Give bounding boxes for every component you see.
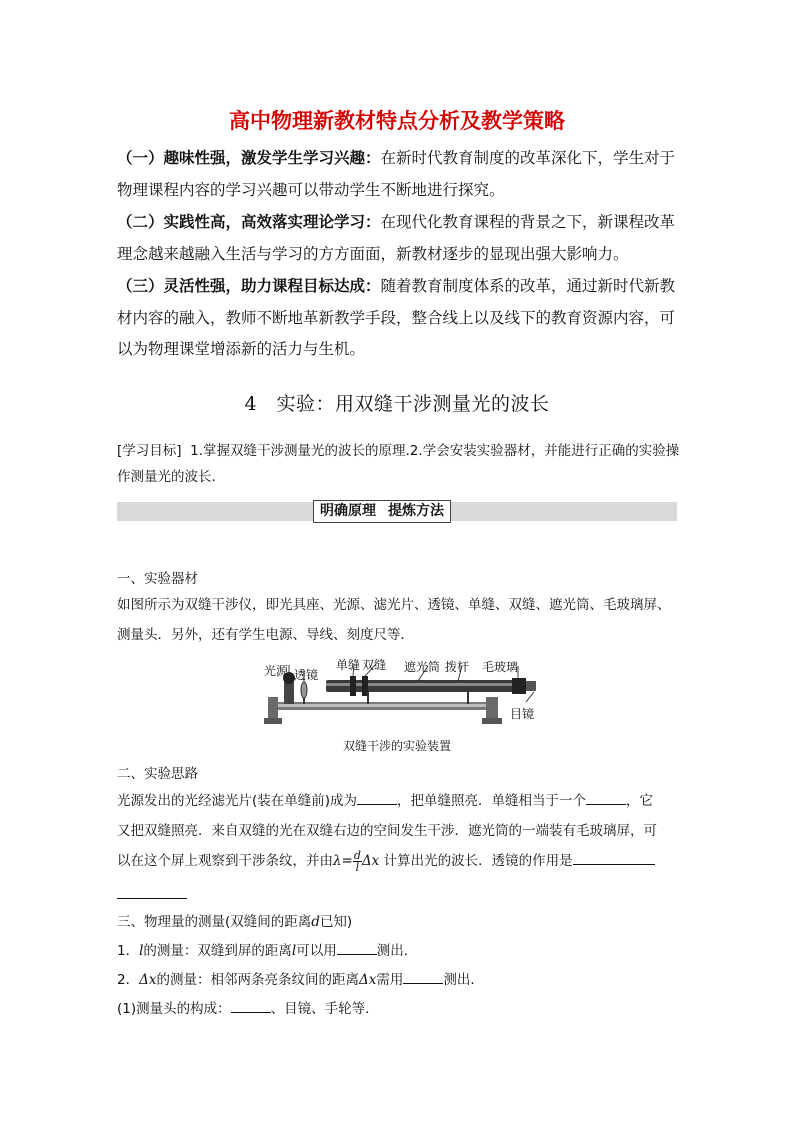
equipment-text: 如图所示为双缝干涉仪，即光具座、光源、滤光片、透镜、单缝、双缝、遮光筒、毛玻璃屏、测量头．另外，还有学生电源、导线、刻度尺等．: [117, 597, 671, 643]
light-source: [284, 682, 294, 704]
idea-line-1: 光源发出的光经滤光片(装在单缝前)成为 ，把单缝照亮．单缝相当于一个 ，它: [117, 786, 682, 816]
label-eyepiece: 目镜: [510, 707, 535, 721]
section-band-label: [313, 500, 451, 523]
intro-text-3: 随着教育制度体系的改革，通过新时代新教材内容的融入，教师不断地革新教学手段，整合线上以及线下的教育资源内容，可以为物理课堂增添新的活力与生机。: [117, 277, 676, 358]
blank-2: [586, 790, 626, 805]
measure-item-3: (1)测量头的构成： 、目镜、手轮等．: [117, 994, 682, 1024]
learning-goal-text: 1.掌握双缝干涉测量光的波长的原理.2.学会安装实验器材，并能进行正确的实验操作测量光的波长.: [117, 443, 680, 485]
intro-text-2: 在现代化教育课程的背景之下，新课程改革理念越来越融入生活与学习的方方面面，新教材逐步的显现出强大影响力。: [117, 213, 676, 263]
frosted-glass-screen: [512, 678, 526, 694]
intro-paragraph-2: [117, 207, 682, 270]
page-title: 高中物理新教材特点分析及教学策略: [229, 109, 565, 133]
formula-dx: Δx: [361, 853, 380, 869]
blank-4: [337, 940, 377, 955]
eyepiece: [526, 681, 536, 691]
idea-line-3: 以在这个屏上观察到干涉条纹，并由λ= $\frac{d}{l}$ Δx 计算出光的波长．透镜的作用是: [117, 846, 682, 876]
section-heading-idea: 二、实验思路: [117, 766, 198, 782]
intro-paragraph-1: [117, 143, 682, 206]
section-heading-equipment: 一、实验器材: [117, 571, 198, 587]
lens: [301, 682, 307, 698]
learning-goal: [117, 438, 682, 490]
label-frosted-glass: 毛玻璃: [482, 660, 519, 674]
intro-paragraph-3: [117, 271, 682, 366]
label-single-slit: 单缝: [336, 658, 361, 672]
label-light-source: 光源: [264, 664, 289, 678]
band-left-label: 明确原理: [320, 503, 376, 519]
idea-line-2: 又把双缝照亮．来自双缝的光在双缝右边的空间发生干涉．遮光筒的一端装有毛玻璃屏，可: [117, 823, 657, 839]
section-heading-measure: 三、物理量的测量(双缝间的距离d已知): [117, 914, 353, 930]
chapter-title: 4 实验：用双缝干涉测量光的波长: [244, 393, 550, 415]
intro-heading-2: （二）实践性高，高效落实理论学习：: [117, 213, 381, 231]
label-lever: 拨杆: [445, 660, 470, 674]
blank-5: [403, 969, 443, 984]
label-lens: 透镜: [294, 668, 319, 682]
band-right-label: 提炼方法: [388, 503, 444, 519]
blank-3: [573, 850, 655, 865]
intro-heading-3: （三）灵活性强，助力课程目标达成：: [117, 277, 381, 295]
intro-text-1: 在新时代教育制度的改革深化下，学生对于物理课程内容的学习兴趣可以带动学生不断地进行探究。: [117, 149, 676, 199]
formula-lambda: λ=: [333, 853, 353, 869]
blank-3-continued: [117, 898, 187, 899]
label-double-slit: 双缝: [362, 658, 387, 672]
label-light-shield-tube: 遮光筒: [404, 660, 441, 674]
learning-goal-tag: [学习目标]: [117, 443, 182, 459]
single-slit: [350, 676, 356, 696]
measure-item-1: 1．l的测量：双缝到屏的距离l可以用 测出．: [117, 936, 682, 966]
figure-caption: 双缝干涉的实验装置: [342, 739, 451, 753]
blank-6: [231, 998, 271, 1013]
intro-heading-1: （一）趣味性强，激发学生学习兴趣：: [117, 149, 381, 167]
formula-fraction: $\frac{d}{l}$: [353, 848, 361, 874]
blank-1: [357, 790, 397, 805]
measure-item-2: 2．Δx的测量：相邻两条亮条纹间的距离Δx需用 测出．: [117, 965, 682, 995]
